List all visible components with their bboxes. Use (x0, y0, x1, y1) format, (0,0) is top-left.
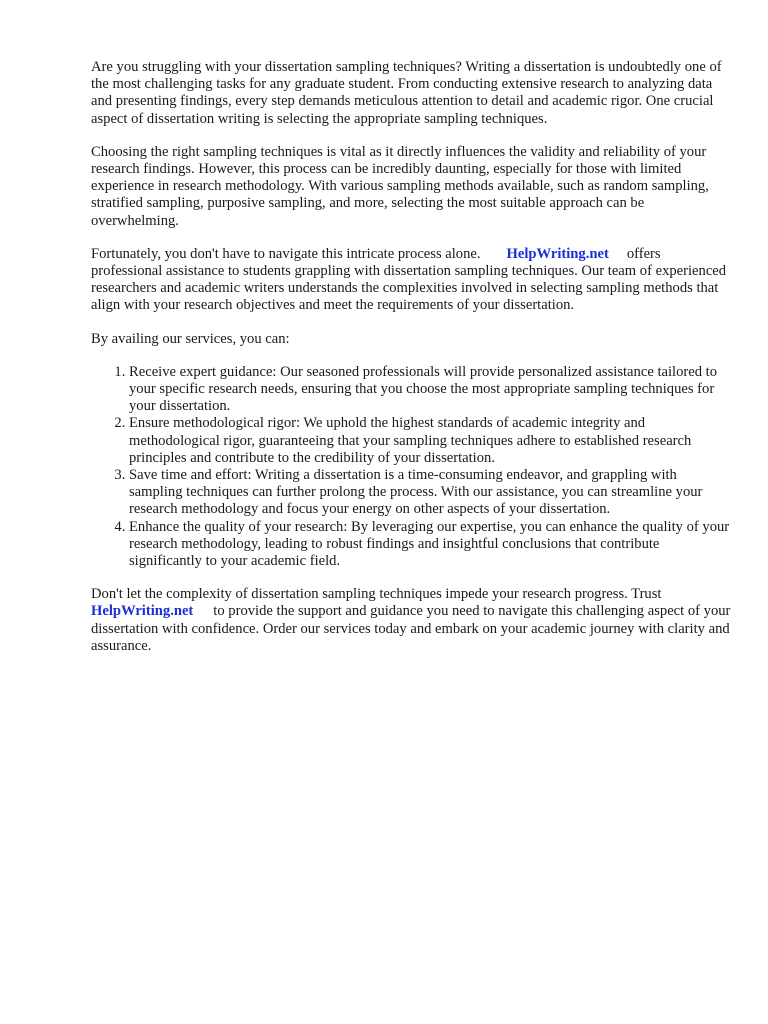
closing-paragraph (91, 586, 731, 655)
closing-paragraph-text-after: to provide the support and guidance you need to navigate this challenging aspect of your dissertation with confidence. Order our services today and embark on your academic journey with clarity and assurance. (91, 603, 731, 654)
list-item: 1. Receive expert guidance: Our seasoned professionals will provide personalized assistance tailored to your specific research needs, ensuring that you choose the most appropriate sampling techniques for your dissertation. (129, 364, 731, 416)
helpwriting-link[interactable]: HelpWriting.net (506, 245, 609, 262)
document-body (91, 59, 731, 671)
list-item: 2. Ensure methodological rigor: We uphold the highest standards of academic integrity and methodological rigor, guaranteeing that your sampling techniques adhere to established research principles and contribute to the credibility of your dissertation. (129, 415, 731, 467)
services-list (91, 364, 731, 570)
third-paragraph (91, 246, 731, 315)
intro-paragraph: Are you struggling with your dissertation sampling techniques? Writing a dissertation is undoubtedly one of the most challenging tasks for any graduate student. From conducting extensive research to analyzing data and presenting findings, every step demands meticulous attention to detail and academic rigor. One crucial aspect of dissertation writing is selecting the appropriate sampling techniques. (91, 59, 722, 127)
services-intro: By availing our services, you can: (91, 330, 290, 347)
third-paragraph-text-before: Fortunately, you don't have to navigate this intricate process alone. (91, 245, 481, 262)
third-paragraph-text-after: offers professional assistance to students grappling with dissertation sampling techniques. Our team of experienced researchers and academic writers understands the complexities involved in selecting sampling methods that align with your research objectives and meet the requirements of your dissertation. (91, 245, 727, 314)
list-item: 3. Save time and effort: Writing a dissertation is a time-consuming endeavor, and grappling with sampling techniques can further prolong the process. With our assistance, you can streamline your research methodology and focus your energy on other aspects of your dissertation. (129, 467, 731, 519)
list-item: 4. Enhance the quality of your research: By leveraging our expertise, you can enhance the quality of your research methodology, leading to robust findings and insightful conclusions that contribute significantly to your academic field. (129, 519, 731, 571)
closing-paragraph-text-before: Don't let the complexity of dissertation sampling techniques impede your research progress. Trust (91, 586, 662, 603)
helpwriting-link-closing[interactable]: HelpWriting.net (91, 603, 194, 620)
second-paragraph: Choosing the right sampling techniques is vital as it directly influences the validity and reliability of your research findings. However, this process can be incredibly daunting, especially for those with limited experience in research methodology. With various sampling methods available, such as random sampling, stratified sampling, purposive sampling, and more, selecting the most suitable approach can be overwhelming. (91, 143, 709, 229)
